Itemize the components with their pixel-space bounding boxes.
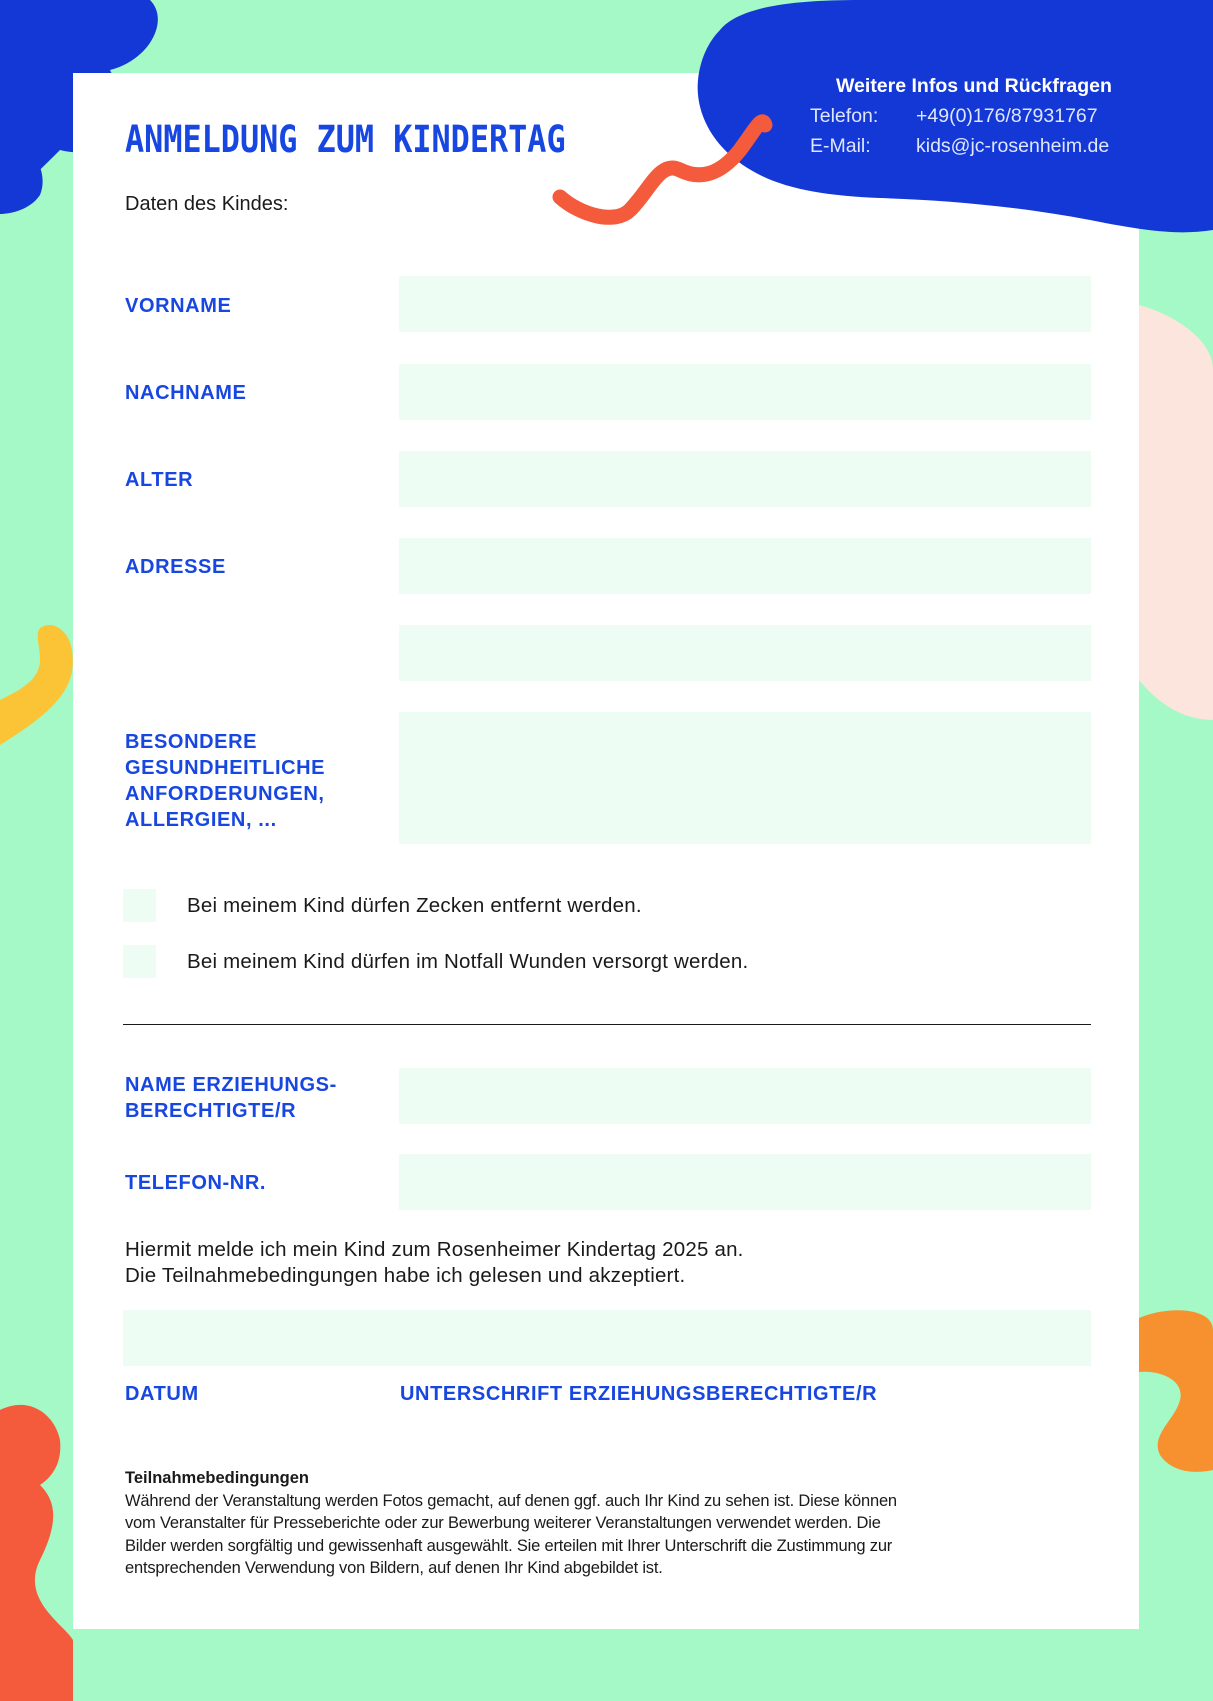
vorname-label: VORNAME <box>125 295 232 317</box>
email-label: E-Mail: <box>810 135 871 157</box>
section-divider <box>123 1024 1091 1025</box>
phone-value: +49(0)176/87931767 <box>916 105 1098 127</box>
date-label: DATUM <box>125 1383 199 1405</box>
terms-line: vom Veranstalter für Presseberichte oder zur Bewerbung weiterer Veranstaltungen verwendet werden. Die <box>125 1514 881 1532</box>
telefon-label: TELEFON-NR. <box>125 1172 267 1194</box>
terms-line: entsprechenden Verwendung von Bildern, auf denen Ihr Kind abgebildet ist. <box>125 1559 663 1577</box>
contact-heading: Weitere Infos und Rückfragen <box>836 75 1112 97</box>
declaration-line: Die Teilnahmebedingungen habe ich gelesen und akzeptiert. <box>125 1264 686 1287</box>
form-title: ANMELDUNG ZUM KINDERTAG <box>125 118 566 161</box>
terms-line: Bilder werden sorgfältig und gewissenhaft ausgewählt. Sie erteilen mit Ihrer Unterschrift die Zustimmung zur <box>125 1536 893 1555</box>
terms-heading: Teilnahmebedingungen <box>125 1469 309 1487</box>
orange-flower-shape <box>1139 1310 1213 1472</box>
signature-label: UNTERSCHRIFT ERZIEHUNGSBERECHTIGTE/R <box>400 1383 878 1405</box>
terms-section <box>125 1467 1065 1580</box>
health-label-line: BESONDERE <box>125 731 258 753</box>
ticks-checkbox-label: Bei meinem Kind dürfen Zecken entfernt werden. <box>187 894 642 917</box>
phone-label: Telefon: <box>810 105 879 127</box>
health-label-line: ALLERGIEN, ... <box>125 809 277 831</box>
nachname-label: NACHNAME <box>125 382 247 404</box>
ticks-checkbox[interactable] <box>123 889 156 922</box>
health-label-line: GESUNDHEITLICHE <box>125 757 326 779</box>
nachname-field[interactable] <box>399 364 1091 420</box>
health-label <box>125 729 325 833</box>
wounds-checkbox-label: Bei meinem Kind dürfen im Notfall Wunden versorgt werden. <box>187 950 749 973</box>
alter-label: ALTER <box>125 469 194 491</box>
declaration-line: Hiermit melde ich mein Kind zum Rosenheimer Kindertag 2025 an. <box>125 1238 744 1261</box>
wounds-checkbox[interactable] <box>123 945 156 978</box>
email-value: kids@jc-rosenheim.de <box>916 135 1110 157</box>
declaration-text <box>125 1237 744 1289</box>
health-field[interactable] <box>399 712 1091 844</box>
guardian-name-label <box>125 1072 337 1124</box>
alter-field[interactable] <box>399 451 1091 507</box>
adresse-label: ADRESSE <box>125 556 226 578</box>
adresse-field-line1[interactable] <box>399 538 1091 594</box>
vorname-field[interactable] <box>399 276 1091 332</box>
yellow-squiggle-shape <box>0 625 73 745</box>
form-subtitle: Daten des Kindes: <box>125 193 289 215</box>
red-flower-shape <box>0 1405 73 1701</box>
guardian-name-field[interactable] <box>399 1068 1091 1124</box>
terms-line: Während der Veranstaltung werden Fotos gemacht, auf denen ggf. auch Ihr Kind zu sehen ist. Diese können <box>125 1491 897 1510</box>
guardian-label-line: BERECHTIGTE/R <box>125 1100 297 1122</box>
adresse-field-line2[interactable] <box>399 625 1091 681</box>
guardian-label-line: NAME ERZIEHUNGS- <box>125 1074 337 1096</box>
health-label-line: ANFORDERUNGEN, <box>125 783 325 805</box>
telefon-field[interactable] <box>399 1154 1091 1210</box>
date-signature-field[interactable] <box>123 1310 1091 1366</box>
